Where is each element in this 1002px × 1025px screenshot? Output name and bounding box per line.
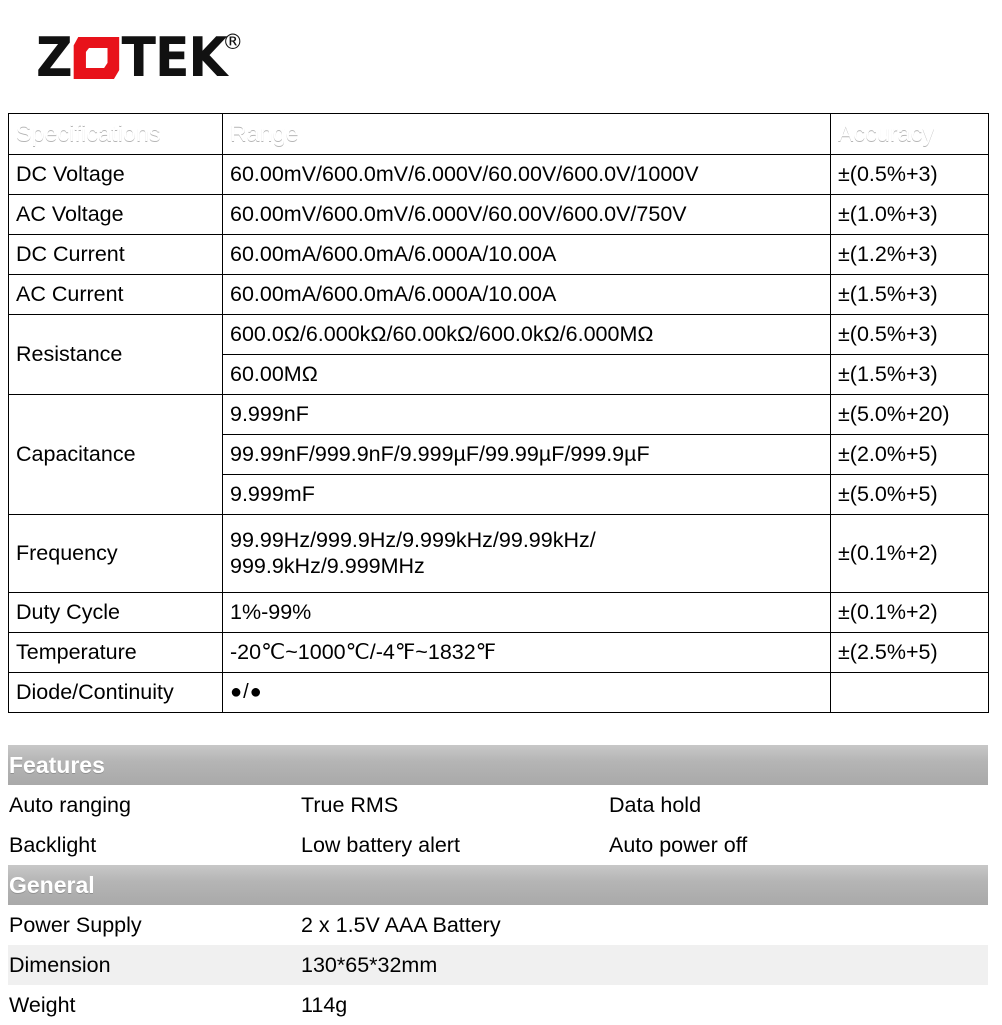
- row-label: AC Voltage: [9, 195, 223, 235]
- general-value: 2 x 1.5V AAA Battery: [301, 912, 501, 937]
- feature-item: Auto power off: [609, 832, 748, 857]
- general-table: [8, 865, 988, 1025]
- row-label: Duty Cycle: [9, 593, 223, 633]
- general-value: 114g: [301, 992, 348, 1017]
- logo-letter-z: Z: [36, 26, 72, 89]
- row-accuracy: ±(1.5%+3): [831, 355, 989, 395]
- header-accuracy: Accuracy: [831, 114, 989, 155]
- row-range: 1%-99%: [223, 593, 831, 633]
- row-label: Frequency: [9, 515, 223, 593]
- features-row: [8, 825, 988, 865]
- row-label: DC Voltage: [9, 155, 223, 195]
- table-row: [9, 633, 989, 673]
- general-label: Power Supply: [9, 912, 142, 937]
- general-label: Weight: [9, 992, 76, 1017]
- row-label-capacitance: Capacitance: [9, 395, 223, 515]
- logo-letter-o-icon: [74, 37, 120, 79]
- row-accuracy: ±(2.0%+5): [831, 435, 989, 475]
- row-accuracy: ±(1.5%+3): [831, 275, 989, 315]
- row-range: 99.99Hz/999.9Hz/9.999kHz/99.99kHz/ 999.9kHz/9.999MHz: [223, 515, 831, 593]
- row-accuracy: ±(0.5%+3): [831, 155, 989, 195]
- row-accuracy: ±(5.0%+5): [831, 475, 989, 515]
- general-row: [8, 945, 988, 985]
- row-accuracy: ±(0.1%+2): [831, 593, 989, 633]
- brand-logo: [36, 26, 244, 92]
- features-section-header: [8, 745, 988, 785]
- table-row: [9, 315, 989, 355]
- general-row: [8, 905, 988, 945]
- row-label-resistance: Resistance: [9, 315, 223, 395]
- row-range: 60.00mV/600.0mV/6.000V/60.00V/600.0V/750V: [223, 195, 831, 235]
- row-label: AC Current: [9, 275, 223, 315]
- header-specifications: Specifications: [9, 114, 223, 155]
- row-accuracy: ±(1.0%+3): [831, 195, 989, 235]
- features-row: [8, 785, 988, 825]
- specifications-table: [8, 113, 989, 713]
- row-range: 9.999mF: [223, 475, 831, 515]
- row-range: -20℃~1000℃/-4℉~1832℉: [223, 633, 831, 673]
- row-label: Temperature: [9, 633, 223, 673]
- table-row: [9, 593, 989, 633]
- row-accuracy: ±(5.0%+20): [831, 395, 989, 435]
- general-title: General: [8, 865, 988, 905]
- table-row: [9, 673, 989, 713]
- feature-item: Auto ranging: [9, 792, 131, 817]
- row-range: 9.999nF: [223, 395, 831, 435]
- general-label: Dimension: [8, 945, 300, 985]
- row-range-diode-continuity-icons: ●/●: [223, 673, 831, 713]
- row-accuracy: ±(0.5%+3): [831, 315, 989, 355]
- features-title: Features: [8, 745, 988, 785]
- row-accuracy: ±(1.2%+3): [831, 235, 989, 275]
- row-range: 60.00mA/600.0mA/6.000A/10.00A: [223, 235, 831, 275]
- table-header-row: [9, 114, 989, 155]
- feature-item: Backlight: [9, 832, 97, 857]
- general-value: 130*65*32mm: [300, 945, 988, 985]
- row-accuracy: ±(0.1%+2): [831, 515, 989, 593]
- row-label: Diode/Continuity: [9, 673, 223, 713]
- logo-letters-tek: TEK: [121, 26, 227, 89]
- table-row: [9, 515, 989, 593]
- general-row: [8, 985, 988, 1025]
- row-range: 99.99nF/999.9nF/9.999µF/99.99µF/999.9µF: [223, 435, 831, 475]
- table-row: [9, 235, 989, 275]
- row-range: 60.00mV/600.0mV/6.000V/60.00V/600.0V/1000V: [223, 155, 831, 195]
- registered-trademark-icon: ®: [222, 30, 244, 54]
- row-accuracy: [831, 673, 989, 713]
- row-range: 60.00MΩ: [223, 355, 831, 395]
- brand-wordmark: [36, 26, 227, 89]
- table-row: [9, 155, 989, 195]
- header-range: Range: [223, 114, 831, 155]
- table-row: [9, 395, 989, 435]
- row-accuracy: ±(2.5%+5): [831, 633, 989, 673]
- table-row: [9, 195, 989, 235]
- feature-item: True RMS: [301, 792, 399, 817]
- row-range: 600.0Ω/6.000kΩ/60.00kΩ/600.0kΩ/6.000MΩ: [223, 315, 831, 355]
- feature-item: Low battery alert: [301, 832, 460, 857]
- features-table: [8, 745, 988, 865]
- row-label: DC Current: [9, 235, 223, 275]
- general-section-header: [8, 865, 988, 905]
- feature-item: Data hold: [609, 792, 702, 817]
- row-range: 60.00mA/600.0mA/6.000A/10.00A: [223, 275, 831, 315]
- table-row: [9, 275, 989, 315]
